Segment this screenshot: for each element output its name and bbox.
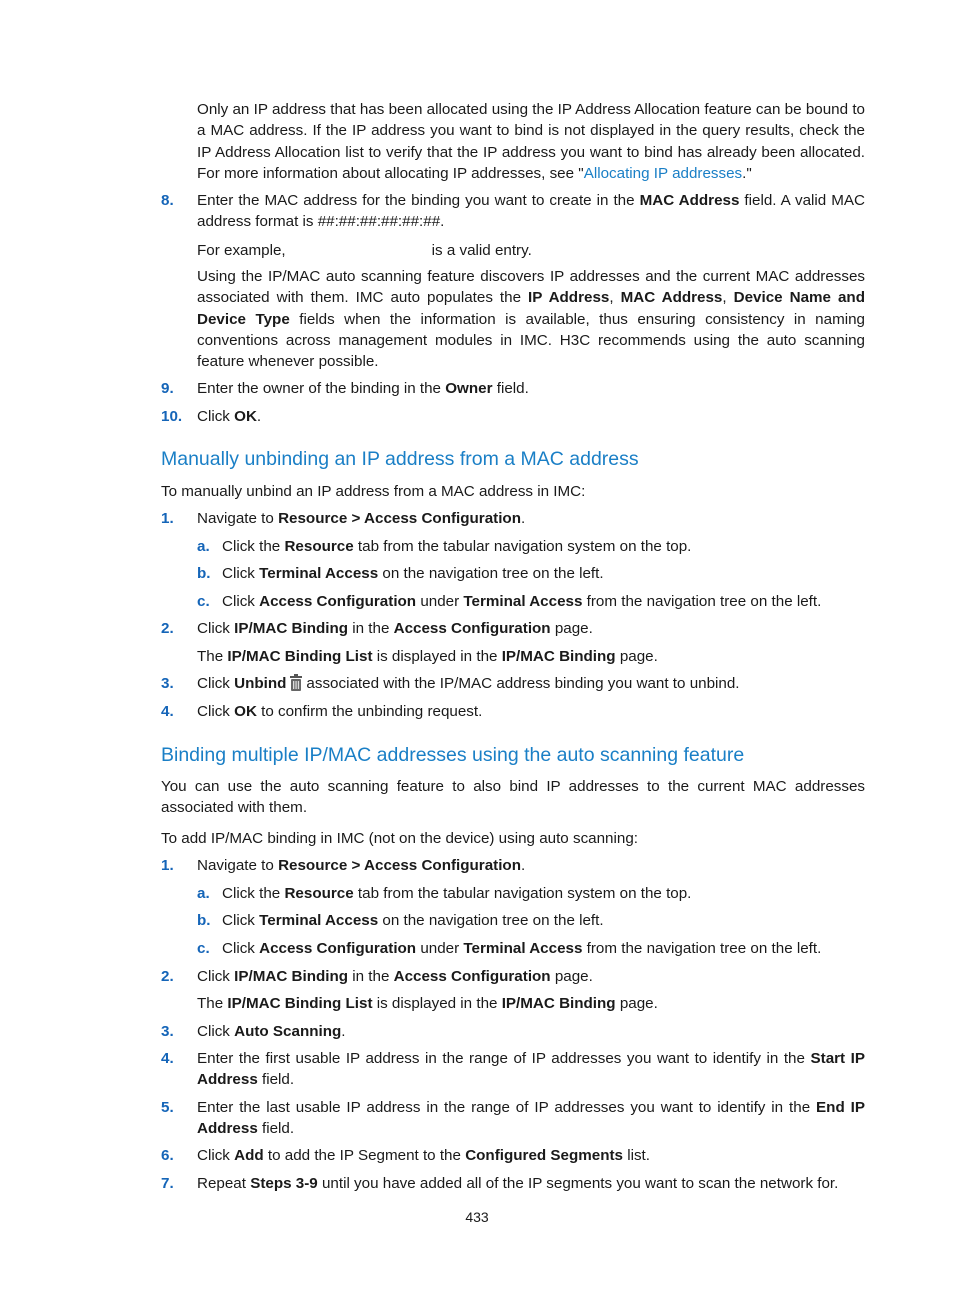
s1-substep-a-text: Click the Resource tab from the tabular navigation system on the top. [222, 538, 692, 555]
step-10-number: 10. [161, 408, 183, 425]
s1-step-2-number: 2. [161, 620, 174, 637]
s2-step-1-text: Navigate to Resource > Access Configuration. [197, 857, 526, 874]
s1-step-1-number: 1. [161, 510, 174, 527]
s2-substep-a-label: a. [197, 885, 210, 902]
section1-lead: To manually unbind an IP address from a MAC address in IMC: [161, 483, 586, 500]
step-8-number: 8. [161, 192, 174, 209]
s2-step-6-text: Click Add to add the IP Segment to the Configured Segments list. [197, 1147, 650, 1164]
s2-step-1-number: 1. [161, 857, 174, 874]
s2-substep-c-text: Click Access Configuration under Terminal Access from the navigation tree on the left. [222, 940, 822, 957]
section-heading-manual-unbinding: Manually unbinding an IP address from a MAC address [161, 448, 639, 470]
section2-intro: You can use the auto scanning feature to also bind IP addresses to the current MAC addresses associated with them. [161, 778, 865, 817]
s2-step-3-text: Click Auto Scanning. [197, 1023, 346, 1040]
auto-scanning-note: Using the IP/MAC auto scanning feature discovers IP addresses and the current MAC addresses associated with them. IMC auto populates the IP Address, MAC Address, Device Name and Device Type fields when the information is available, thus ensuring consistency in naming conventions across management modules in IMC. H3C recommends using the auto scanning feature whenever possible. [197, 268, 865, 371]
step-9-text: Enter the owner of the binding in the Owner field. [197, 380, 529, 397]
s2-substep-b-label: b. [197, 912, 211, 929]
allocating-ip-addresses-link[interactable]: Allocating IP addresses [583, 164, 743, 182]
s1-substep-c-text: Click Access Configuration under Terminal Access from the navigation tree on the left. [222, 593, 822, 610]
s1-step-2-text: Click IP/MAC Binding in the Access Configuration page. [197, 620, 593, 637]
s1-step-1-text: Navigate to Resource > Access Configuration. [197, 510, 526, 527]
s2-substep-a-text: Click the Resource tab from the tabular navigation system on the top. [222, 885, 692, 902]
s2-step-2-number: 2. [161, 968, 174, 985]
s2-step-4-number: 4. [161, 1050, 174, 1067]
ip-allocation-note: Only an IP address that has been allocated using the IP Address Allocation feature can be bound to a MAC address. If the IP address you want to bind is not displayed in the query results, check the IP Address Allocation list to verify that the IP address you want to bind has already been allocated. For more information about allocating IP addresses, see "Allocating IP addresses." [197, 101, 865, 182]
s1-substep-a-label: a. [197, 538, 210, 555]
s2-step-6-number: 6. [161, 1147, 174, 1164]
s1-substep-b-text: Click Terminal Access on the navigation tree on the left. [222, 565, 604, 582]
trash-icon [289, 674, 303, 697]
step-10-text: Click OK. [197, 408, 262, 425]
step-9-number: 9. [161, 380, 174, 397]
s2-step-2-text: Click IP/MAC Binding in the Access Configuration page. [197, 968, 593, 985]
section2-lead: To add IP/MAC binding in IMC (not on the device) using auto scanning: [161, 830, 638, 847]
s2-substep-c-label: c. [197, 940, 210, 957]
s2-step-7-number: 7. [161, 1175, 174, 1192]
s1-step-4-text: Click OK to confirm the unbinding request. [197, 703, 483, 720]
s2-step-7-text: Repeat Steps 3-9 until you have added all of the IP segments you want to scan the network for. [197, 1175, 839, 1192]
step-8-text: Enter the MAC address for the binding you want to create in the MAC Address field. A valid MAC address format is ##:##:##:##:##:##. [197, 192, 865, 231]
s1-substep-c-label: c. [197, 593, 210, 610]
s1-step-2-note: The IP/MAC Binding List is displayed in the IP/MAC Binding page. [197, 648, 658, 665]
s2-substep-b-text: Click Terminal Access on the navigation tree on the left. [222, 912, 604, 929]
page-number: 433 [465, 1209, 489, 1225]
s1-substep-b-label: b. [197, 565, 211, 582]
s2-step-3-number: 3. [161, 1023, 174, 1040]
s2-step-4-text: Enter the first usable IP address in the range of IP addresses you want to identify in the Start IP Address field. [197, 1050, 866, 1089]
s1-step-4-number: 4. [161, 703, 174, 720]
mac-example: For example, is a valid entry. [197, 242, 532, 259]
section-heading-auto-scanning: Binding multiple IP/MAC addresses using the auto scanning feature [161, 744, 745, 766]
s1-step-3-number: 3. [161, 675, 174, 692]
s2-step-2-note: The IP/MAC Binding List is displayed in the IP/MAC Binding page. [197, 995, 658, 1012]
s1-step-3-text: Click Unbind associated with the IP/MAC address binding you want to unbind. [197, 673, 865, 697]
s2-step-5-text: Enter the last usable IP address in the range of IP addresses you want to identify in the End IP Address field. [197, 1099, 865, 1138]
s2-step-5-number: 5. [161, 1099, 174, 1116]
